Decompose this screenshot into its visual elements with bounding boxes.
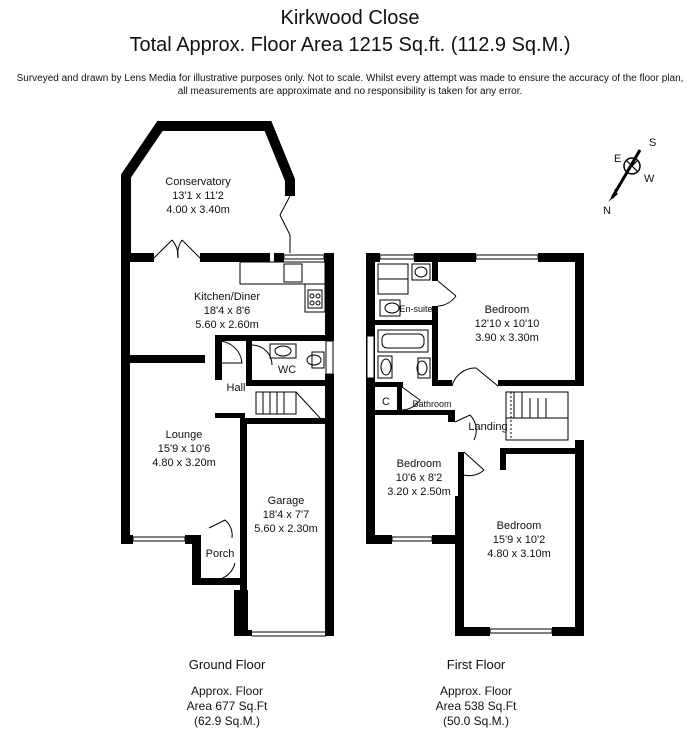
cupboard-name: C — [382, 396, 390, 408]
first-floor-area-line3: (50.0 Sq.M.) — [442, 714, 510, 728]
first-floor-area-line2: Area 538 Sq.Ft — [435, 699, 517, 713]
conservatory-door-left — [154, 240, 178, 258]
first-floor-summary — [396, 657, 556, 729]
compass-n-label: N — [603, 205, 611, 217]
garage-name: Garage — [267, 495, 305, 507]
plan-title: Kirkwood Close — [280, 7, 420, 29]
wc-name: WC — [277, 364, 297, 376]
bifold-door — [280, 196, 290, 253]
lounge-name: Lounge — [165, 429, 203, 441]
compass-s-label: S — [649, 137, 657, 149]
hall-name: Hall — [226, 382, 246, 394]
conservatory-door-right — [178, 240, 200, 258]
disclaimer-line-2: all measurements are approximate and no responsibility is taken for any error. — [177, 86, 523, 97]
conservatory-metric: 4.00 x 3.40m — [166, 204, 230, 216]
bedroom3-metric: 4.80 x 3.10m — [487, 548, 551, 560]
ground-floor-area-line3: (62.9 Sq.M.) — [193, 714, 261, 728]
bedroom2-name: Bedroom — [396, 458, 442, 470]
conservatory-name: Conservatory — [165, 176, 231, 188]
lounge-imperial: 15'9 x 10'6 — [157, 443, 211, 455]
ground-floor-area-line1: Approx. Floor — [190, 684, 264, 698]
ground-floor-area-line2: Area 677 Sq.Ft — [186, 699, 268, 713]
bedroom3-imperial: 15'9 x 10'2 — [492, 534, 546, 546]
first-floor-title: First Floor — [446, 657, 506, 672]
compass — [608, 150, 640, 202]
total-area-title: Total Approx. Floor Area 1215 Sq.ft. (112.9 Sq.M.) — [129, 34, 571, 56]
lounge-metric: 4.80 x 3.20m — [152, 457, 216, 469]
ground-floor-title: Ground Floor — [188, 657, 266, 672]
landing-name: Landing — [468, 421, 508, 433]
kitchen-name: Kitchen/Diner — [193, 291, 261, 303]
ground-floor-summary — [147, 657, 307, 729]
garage-metric: 5.60 x 2.30m — [254, 523, 318, 535]
compass-e-label: E — [614, 153, 622, 165]
bedroom1-imperial: 12'10 x 10'10 — [474, 318, 540, 330]
ensuite-name: En-suite — [399, 304, 433, 314]
bedroom1-name: Bedroom — [484, 304, 530, 316]
first-floor-area-line1: Approx. Floor — [439, 684, 513, 698]
bedroom2-metric: 3.20 x 2.50m — [387, 486, 451, 498]
kitchen-imperial: 18'4 x 8'6 — [203, 305, 251, 317]
bedroom2-imperial: 10'6 x 8'2 — [395, 472, 443, 484]
bedroom1-metric: 3.90 x 3.30m — [475, 332, 539, 344]
conservatory-imperial: 13'1 x 11'2 — [172, 190, 224, 202]
porch-name: Porch — [205, 548, 235, 560]
bathroom-name: Bathroom — [412, 399, 452, 409]
disclaimer-line-1: Surveyed and drawn by Lens Media for illustrative purposes only. Not to scale. Whilst every attempt was made to ensure the accuracy of the floor plan, — [16, 73, 684, 84]
compass-w-label: W — [644, 173, 655, 185]
bedroom3-name: Bedroom — [496, 520, 542, 532]
garage-imperial: 18'4 x 7'7 — [262, 509, 310, 521]
kitchen-metric: 5.60 x 2.60m — [195, 319, 259, 331]
